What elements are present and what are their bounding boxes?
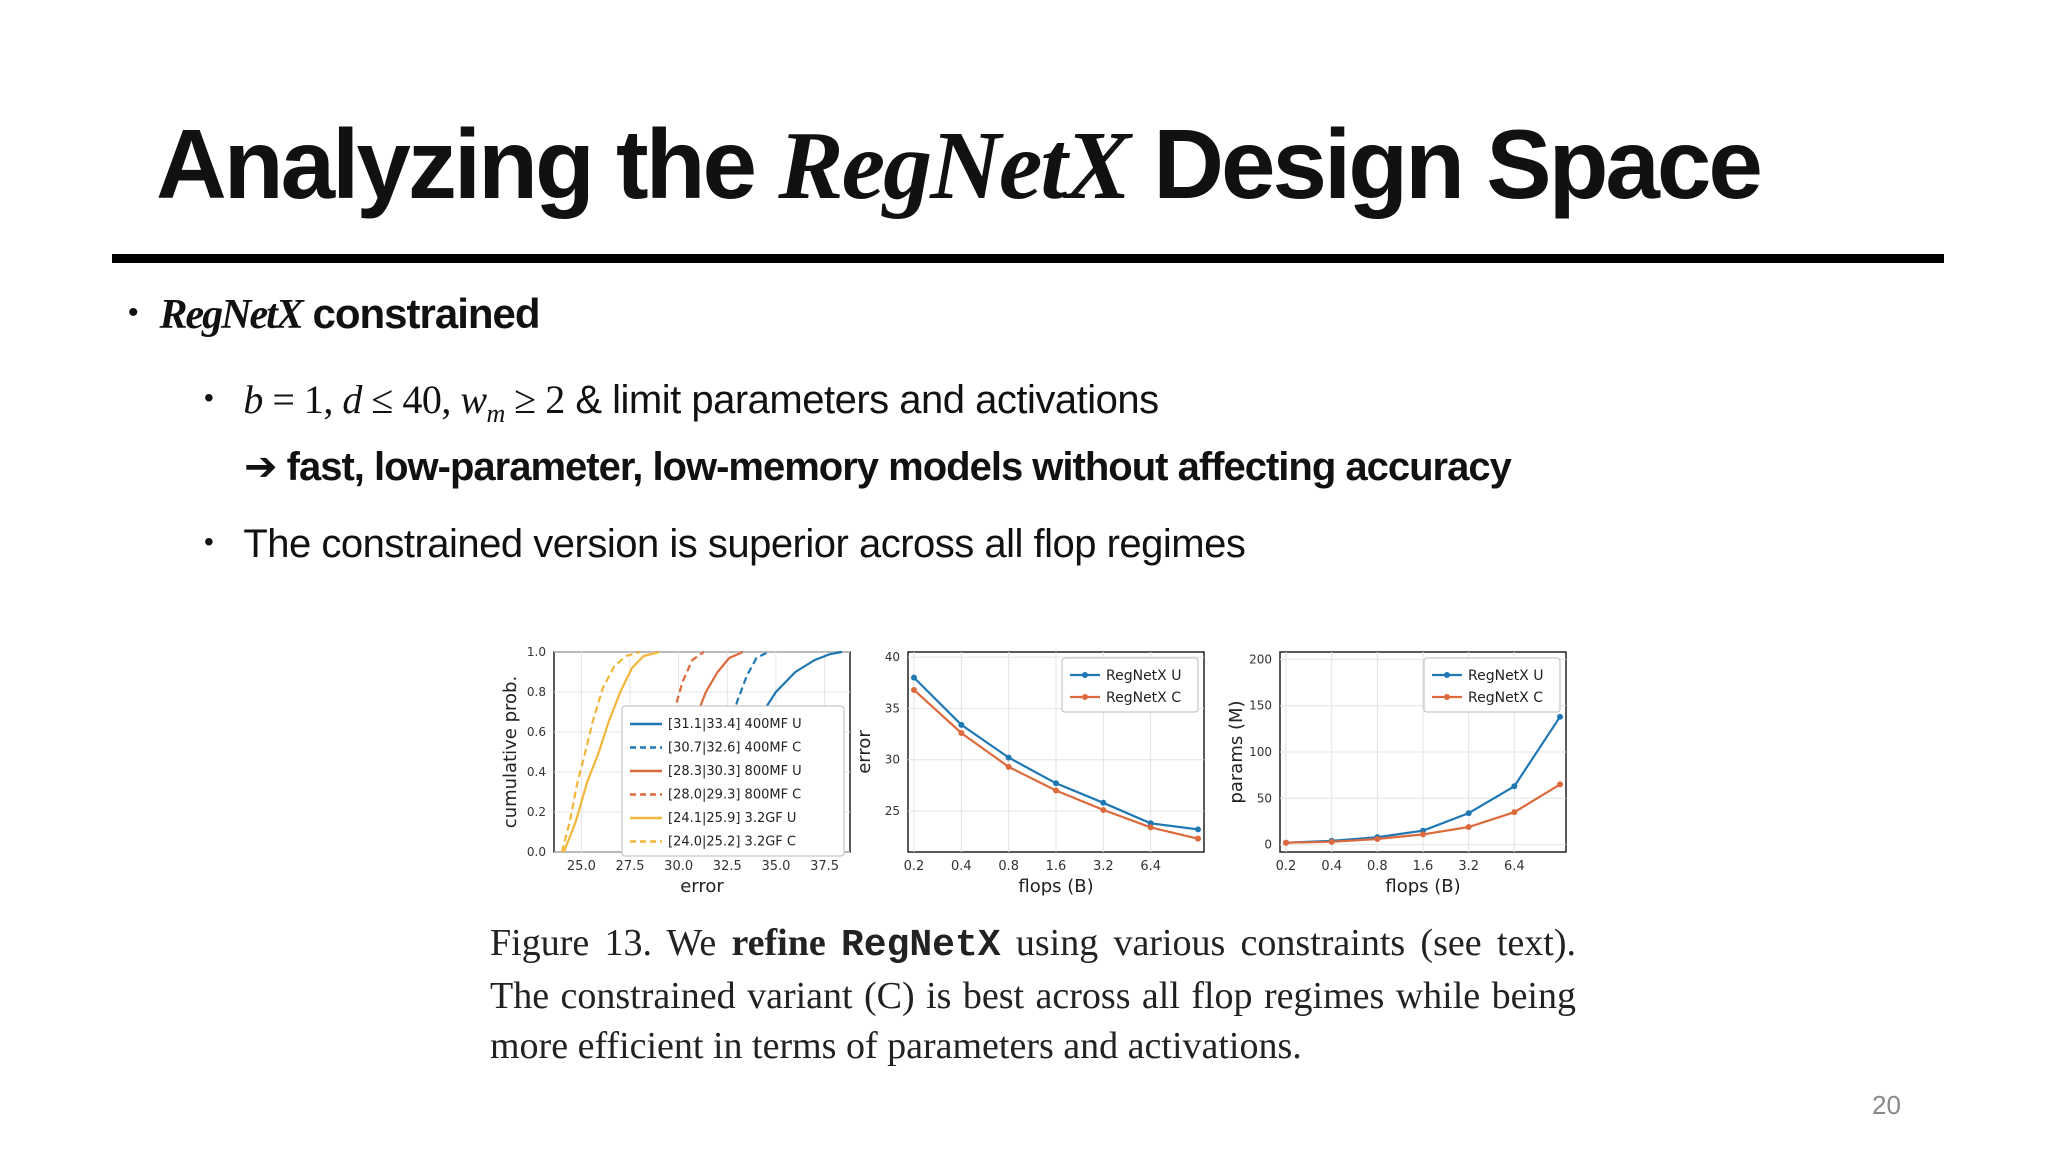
bullet-emphasis: RegNetX: [159, 292, 302, 338]
y-tick-label: 0.2: [526, 805, 546, 819]
data-point: [958, 722, 964, 728]
caption-mono: RegNetX: [840, 924, 1001, 967]
x-tick-label: 30.0: [664, 859, 694, 874]
legend-label: [28.0|29.3] 800MF C: [668, 787, 802, 803]
legend-label: [30.7|32.6] 400MF C: [668, 740, 802, 756]
data-point: [1329, 839, 1335, 845]
x-tick-label: 0.2: [1275, 859, 1297, 874]
bullet-marker: •: [204, 382, 214, 413]
figure-13-charts: [480, 640, 1620, 1152]
y-tick-label: 1.0: [526, 645, 546, 659]
math-subscript-m: m: [486, 399, 505, 428]
title-divider: [112, 254, 1944, 263]
y-tick-label: 0.8: [526, 685, 546, 699]
data-point: [1053, 787, 1059, 793]
x-tick-label: 35.0: [761, 859, 791, 874]
y-axis-label: params (M): [1226, 700, 1247, 804]
x-tick-label: 6.4: [1140, 859, 1162, 874]
math-w: w: [460, 377, 487, 422]
title-suffix: Design Space: [1129, 109, 1760, 219]
y-tick-label: 0.6: [526, 725, 546, 739]
x-axis-label: flops (B): [1018, 876, 1094, 897]
data-point: [911, 675, 917, 681]
sub-bullet-constraints: [204, 376, 1159, 429]
data-point: [1006, 764, 1012, 770]
constraint-text: & limit parameters and activations: [564, 378, 1159, 422]
bullet-marker: •: [128, 296, 138, 329]
data-point: [1006, 755, 1012, 761]
legend-marker: [1082, 672, 1088, 678]
math-part: ≥ 2: [504, 377, 565, 422]
x-axis-label: error: [680, 876, 724, 897]
data-point: [1195, 836, 1201, 842]
legend-label: RegNetX C: [1106, 690, 1181, 706]
legend-label: RegNetX C: [1468, 690, 1543, 706]
data-point: [1466, 824, 1472, 830]
math-part: ≤ 40,: [361, 377, 461, 422]
x-tick-label: 27.5: [615, 859, 645, 874]
data-point: [911, 687, 917, 693]
data-point: [1511, 783, 1517, 789]
x-tick-label: 0.8: [1366, 859, 1388, 874]
math-part: = 1,: [262, 377, 343, 422]
arrow-icon: ➔: [244, 445, 277, 489]
bullet-marker: •: [204, 526, 214, 557]
x-axis-label: flops (B): [1385, 876, 1461, 897]
y-tick-label: 0: [1264, 837, 1272, 852]
math-b: b: [243, 377, 263, 422]
y-tick-label: 40: [884, 650, 900, 665]
x-tick-label: 0.4: [950, 859, 972, 874]
bullet-text: constrained: [301, 290, 540, 337]
x-tick-label: 1.6: [1045, 859, 1067, 874]
data-point: [1053, 780, 1059, 786]
legend-marker: [1444, 694, 1450, 700]
chart-params-vs-flops: [1226, 652, 1566, 897]
data-point: [1148, 824, 1154, 830]
legend-label: RegNetX U: [1106, 668, 1182, 684]
data-point: [1195, 826, 1201, 832]
data-point: [958, 730, 964, 736]
y-axis-label: error: [854, 730, 875, 774]
caption-bold: refine: [731, 922, 826, 964]
chart-error-cdf: [500, 645, 850, 897]
x-tick-label: 1.6: [1412, 859, 1434, 874]
data-point: [1420, 831, 1426, 837]
y-tick-label: 30: [884, 752, 900, 767]
bullet-regnetx-constrained: [128, 290, 540, 339]
legend-label: [28.3|30.3] 800MF U: [668, 764, 802, 779]
y-axis-label: cumulative prob.: [500, 675, 521, 829]
x-tick-label: 3.2: [1092, 859, 1114, 874]
y-tick-label: 0.0: [526, 845, 546, 859]
x-tick-label: 0.8: [998, 859, 1020, 874]
result-text: fast, low-parameter, low-memory models without affecting accuracy: [286, 445, 1511, 489]
x-tick-label: 3.2: [1458, 859, 1480, 874]
y-tick-label: 50: [1256, 791, 1272, 806]
data-point: [1100, 800, 1106, 806]
title-prefix: Analyzing the: [156, 109, 779, 219]
y-tick-label: 25: [884, 803, 900, 818]
caption-prefix: Figure 13. We: [490, 922, 732, 964]
y-tick-label: 100: [1249, 745, 1272, 759]
constraint-math: [243, 377, 565, 428]
y-tick-label: 150: [1249, 698, 1272, 713]
x-tick-label: 25.0: [566, 859, 596, 874]
legend-label: [31.1|33.4] 400MF U: [668, 717, 802, 732]
slide-title: [156, 108, 1760, 223]
data-point: [1100, 807, 1106, 813]
data-point: [1466, 810, 1472, 816]
x-tick-label: 0.4: [1321, 859, 1343, 874]
legend-label: RegNetX U: [1468, 668, 1544, 684]
sub-bullet-superior: [204, 522, 1245, 567]
legend-marker: [1444, 672, 1450, 678]
x-tick-label: 6.4: [1503, 859, 1525, 874]
result-line: [244, 444, 1511, 490]
figure-caption: [490, 918, 1576, 1071]
legend-label: [24.1|25.9] 3.2GF U: [668, 811, 797, 826]
page-number: 20: [1872, 1090, 1901, 1120]
superior-text: The constrained version is superior across all flop regimes: [243, 522, 1246, 566]
title-emphasis: RegNetX: [778, 112, 1130, 220]
data-point: [1374, 836, 1380, 842]
data-point: [1511, 809, 1517, 815]
x-tick-label: 37.5: [810, 859, 840, 874]
caption-rest: using various constraints (see text). The constrained variant (C) is best across all flop regimes while being more efficient in terms of parameters and activations.: [490, 922, 1576, 1067]
data-point: [1557, 781, 1563, 787]
data-point: [1557, 714, 1563, 720]
data-point: [1283, 840, 1289, 846]
x-tick-label: 32.5: [712, 859, 742, 874]
y-tick-label: 200: [1249, 652, 1272, 667]
x-tick-label: 0.2: [903, 859, 925, 874]
y-tick-label: 0.4: [526, 765, 546, 779]
legend-label: [24.0|25.2] 3.2GF C: [668, 834, 796, 850]
legend-marker: [1082, 694, 1088, 700]
y-tick-label: 35: [884, 701, 900, 716]
chart-error-vs-flops: [854, 650, 1204, 897]
math-d: d: [342, 377, 362, 422]
